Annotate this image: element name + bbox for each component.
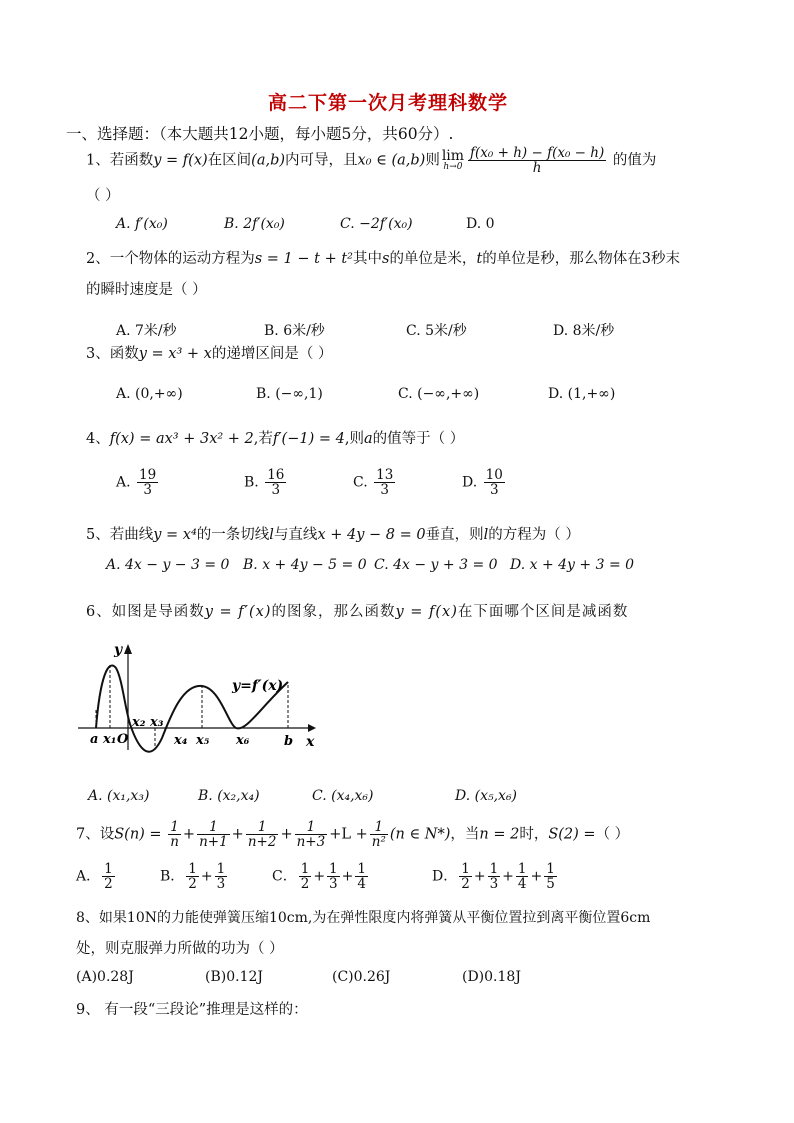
q6-func2: y = f(x) xyxy=(395,604,458,620)
option-fraction xyxy=(544,862,557,891)
q2-line-2: 的瞬时速度是（ ） xyxy=(86,282,207,298)
fraction-denominator: 3 xyxy=(271,482,281,499)
fraction-denominator: n xyxy=(170,834,179,851)
y-axis-arrow xyxy=(124,644,132,654)
q7-term xyxy=(168,820,181,849)
q3-option-c: C. (−∞,+∞) xyxy=(398,386,480,402)
q4-text: ,若 xyxy=(253,431,273,447)
q4-var-a: a xyxy=(363,431,373,447)
q5-text: 5、若曲线 xyxy=(86,527,154,543)
label-x5: x₅ xyxy=(196,733,210,748)
fraction-denominator: 3 xyxy=(329,876,338,893)
q4-text: 的值等于（ ） xyxy=(372,431,465,447)
fraction-numerator: f(x₀ + h) − f(x₀ − h) xyxy=(470,145,605,161)
q5-option-a: A. 4x − y − 3 = 0 xyxy=(106,557,230,573)
fraction-denominator: 2 xyxy=(104,876,113,893)
fraction-denominator: 3 xyxy=(216,876,226,893)
q5-option-b: B. x + 4y − 5 = 0 xyxy=(243,557,367,573)
q7-option-c: C． $\frac{1}{2}$ + $\frac{1}{3}$ + $\frac{1}{4}$ xyxy=(272,861,366,893)
q5-text: 的一条切线 xyxy=(196,527,270,543)
q5-text: 垂直，则 xyxy=(425,527,484,543)
limit-symbol: lim xyxy=(441,148,465,165)
fraction-denominator: 3 xyxy=(489,482,499,499)
fraction-numerator: 1 xyxy=(246,820,279,835)
option-label: D. xyxy=(462,474,478,491)
q4-func: f(x) = ax³ + 3x² + 2 xyxy=(109,431,254,447)
q2-text: 的单位是米， xyxy=(389,251,477,267)
q2-equation: s = 1 − t + t² xyxy=(254,251,353,267)
fraction-numerator: 19 xyxy=(139,467,157,483)
q7-lhs: S(n) = xyxy=(114,826,162,843)
q5-text: 的方程为（ ） xyxy=(488,527,580,543)
q8-option-c: (C)0.26J xyxy=(332,969,391,985)
question-5 xyxy=(86,523,580,544)
q1-func: y = f(x) xyxy=(153,152,208,169)
q8-option-d: (D)0.18J xyxy=(462,969,521,985)
q1-limit xyxy=(442,149,464,172)
q7-term xyxy=(246,820,279,849)
option-label: C． xyxy=(272,868,297,885)
fraction-denominator: n+2 xyxy=(247,834,277,851)
q1-text: 则 xyxy=(425,152,440,169)
q1-option-b: B. 2f′(x₀) xyxy=(224,216,285,232)
option-label: A． xyxy=(76,868,101,885)
q1-text: 在区间 xyxy=(207,152,252,169)
q3-text: 的递增区间是（ ） xyxy=(211,346,333,362)
q7-option-b: B． $\frac{1}{2}$ + $\frac{1}{3}$ xyxy=(160,861,226,893)
fraction-denominator: 2 xyxy=(300,876,310,893)
fraction-numerator: 1 xyxy=(188,861,197,877)
q5-line: x + 4y − 8 = 0 xyxy=(317,527,426,543)
fraction-numerator: 1 xyxy=(546,861,555,877)
fraction-denominator: n² xyxy=(371,834,386,851)
fraction-denominator: 3 xyxy=(143,482,152,499)
q2-var-s: s xyxy=(381,251,390,267)
q3-option-b: B. (−∞,1) xyxy=(256,386,323,402)
q8-option-b: (B)0.12J xyxy=(205,969,263,985)
option-fraction xyxy=(484,468,505,497)
question-8: 8、如果10N的力能使弹簧压缩10cm,为在弹性限度内将弹簧从平衡位置拉到离平衡位置6cm xyxy=(76,910,651,926)
fraction-numerator: 1 xyxy=(517,861,527,877)
q5-option-d: D. x + 4y + 3 = 0 xyxy=(510,557,635,573)
option-fraction xyxy=(299,862,312,891)
label-x2: x₂ xyxy=(132,715,146,730)
q6-option-b: B. (x₂,x₄) xyxy=(198,788,260,804)
q2-option-a: A. 7米/秒 xyxy=(116,323,177,339)
limit-subscript: h→0 xyxy=(443,162,463,173)
q7-ellipsis: +L + xyxy=(329,826,368,843)
option-label: D． xyxy=(432,868,458,885)
q3-option-a: A. (0,+∞) xyxy=(116,386,183,402)
label-x3: x₃ xyxy=(150,715,164,730)
q7-paren: （ ） xyxy=(595,826,630,843)
q4-option-b xyxy=(244,468,288,497)
q2-text: 2、一个物体的运动方程为 xyxy=(86,251,255,267)
fraction-numerator: 1 xyxy=(295,820,328,835)
fraction-denominator: 3 xyxy=(489,876,499,893)
fraction-numerator: 1 xyxy=(216,861,226,877)
q2-text: 的单位是秒，那么物体在3秒末 xyxy=(482,251,680,267)
q8-line-2: 处，则克服弹力所做的功为（ ） xyxy=(76,941,284,957)
q7-term xyxy=(197,820,230,849)
q1-option-c: C. −2f′(x₀) xyxy=(340,216,413,232)
q6-option-d: D. (x₅,x₆) xyxy=(455,788,518,804)
label-x4: x₄ xyxy=(174,733,188,748)
x-axis-label: x xyxy=(306,734,315,750)
q1-option-d: D. 0 xyxy=(466,216,495,232)
fraction-denominator: n+1 xyxy=(199,834,228,851)
label-origin: O xyxy=(117,732,129,747)
option-fraction xyxy=(488,862,501,891)
q7-option-d: D． $\frac{1}{2}$ + $\frac{1}{3}$ + $\frac{1}{4}$ + $\frac{1}{5}$ xyxy=(432,861,555,893)
option-label: A. xyxy=(116,474,131,491)
q7-term-last xyxy=(370,820,388,849)
fraction-denominator: 3 xyxy=(380,482,390,499)
label-a: a xyxy=(90,732,99,747)
option-fraction xyxy=(186,862,199,891)
q5-text: 与直线 xyxy=(273,527,318,543)
q5-curve: y = x⁴ xyxy=(153,527,197,543)
fraction-denominator: h xyxy=(532,160,542,177)
q5-option-c: C. 4x − y + 3 = 0 xyxy=(374,557,498,573)
option-label: B． xyxy=(160,868,185,885)
fraction-numerator: 1 xyxy=(329,861,338,877)
q1-text: 1、若函数 xyxy=(86,152,154,169)
fraction-numerator: 16 xyxy=(267,467,285,483)
q6-option-c: C. (x₄,x₆) xyxy=(312,788,374,804)
question-9: 9、 有一段“三段论”推理是这样的： xyxy=(76,1002,308,1018)
option-fraction xyxy=(215,862,228,891)
fraction-numerator: 1 xyxy=(197,820,230,835)
q7-text: 时， xyxy=(519,826,549,843)
q1-condition: x₀ ∈ (a,b) xyxy=(357,152,426,169)
q2-option-b: B. 6米/秒 xyxy=(264,323,325,339)
fraction-denominator: 5 xyxy=(546,876,555,893)
q7-option-a xyxy=(76,862,117,891)
q4-text: 4、 xyxy=(86,431,110,447)
q6-func: y = f′(x) xyxy=(204,604,272,620)
section-heading: 一、选择题：（本大题共12小题，每小题5分，共60分）. xyxy=(66,125,454,143)
label-x6: x₆ xyxy=(236,733,250,748)
derivative-graph xyxy=(70,638,330,754)
option-fraction xyxy=(516,862,529,891)
fraction-numerator: 1 xyxy=(300,861,310,877)
q7-condition: n = 2 xyxy=(479,826,520,843)
q6-text: 的图象，那么函数 xyxy=(271,604,396,620)
fraction-numerator: 1 xyxy=(168,820,181,835)
q1-interval: (a,b) xyxy=(251,152,286,169)
label-b: b xyxy=(284,734,294,749)
q7-ask: S(2) = xyxy=(548,826,596,843)
curve-label: y=f′(x) xyxy=(232,678,284,694)
q6-text: 在下面哪个区间是减函数 xyxy=(457,604,629,620)
option-label: C. xyxy=(353,474,368,491)
option-fraction xyxy=(355,862,368,891)
fraction-denominator: 4 xyxy=(517,876,527,893)
q1-answer-paren: （ ） xyxy=(86,188,120,204)
q7-domain: (n ∈ N*) xyxy=(389,826,451,843)
option-fraction xyxy=(374,468,395,497)
q6-text: 6、如图是导函数 xyxy=(86,604,205,620)
question-4 xyxy=(86,427,464,448)
fraction-denominator: 2 xyxy=(461,876,470,893)
x-axis-arrow xyxy=(308,724,316,732)
option-fraction xyxy=(265,468,286,497)
question-1 xyxy=(86,146,656,175)
fraction-denominator: 2 xyxy=(188,876,197,893)
q1-option-a: A. f′(x₀) xyxy=(116,216,168,232)
q7-text: 7、设 xyxy=(76,826,115,843)
question-6 xyxy=(86,600,628,621)
q2-text: 其中 xyxy=(352,251,382,267)
fraction-numerator: 13 xyxy=(376,467,394,483)
fraction-denominator: 4 xyxy=(357,876,366,893)
fraction-numerator: 1 xyxy=(461,861,470,877)
label-x1: x₁ xyxy=(103,732,117,747)
q4-condition: f′(−1) = 4 xyxy=(272,431,345,447)
page-title: 高二下第一次月考理科数学 xyxy=(268,92,509,114)
q1-fraction xyxy=(468,146,606,175)
q4-text: ,则 xyxy=(344,431,364,447)
q4-option-c xyxy=(353,468,397,497)
option-label: B. xyxy=(244,474,259,491)
q5-var-l: l xyxy=(483,527,489,543)
q2-option-c: C. 5米/秒 xyxy=(406,323,467,339)
fraction-numerator: 1 xyxy=(104,861,113,877)
option-fraction xyxy=(102,862,115,891)
q8-option-a: (A)0.28J xyxy=(76,969,134,985)
question-2 xyxy=(86,247,680,268)
question-7: 7、设S(n) = $\frac{1}{n}$ + $\frac{1}{n+1}$ + $\frac{1}{n+2}$ + $\frac{1}{n+3}$ +L + $\frac{1}{\text{n²}}$ (n ∈ N*)，当n = 2时，S(2) =（ ） xyxy=(76,819,630,851)
fraction-denominator: n+3 xyxy=(296,834,326,851)
q2-var-t: t xyxy=(476,251,483,267)
fraction-numerator: 1 xyxy=(357,861,366,877)
fraction-numerator: 1 xyxy=(370,820,388,835)
q5-var-l: l xyxy=(269,527,274,543)
q1-text: 的值为 xyxy=(612,152,657,169)
fraction-numerator: 10 xyxy=(485,467,503,483)
q6-option-a: A. (x₁,x₃) xyxy=(88,788,150,804)
q3-func: y = x³ + x xyxy=(138,346,212,362)
q4-option-d xyxy=(462,468,507,497)
y-axis-label: y xyxy=(114,642,123,658)
option-fraction xyxy=(137,468,158,497)
question-3 xyxy=(86,342,332,363)
option-fraction xyxy=(459,862,472,891)
q3-text: 3、函数 xyxy=(86,346,139,362)
q7-term xyxy=(295,820,328,849)
q2-option-d: D. 8米/秒 xyxy=(553,323,615,339)
fraction-numerator: 1 xyxy=(489,861,499,877)
q3-option-d: D. (1,+∞) xyxy=(548,386,616,402)
option-fraction xyxy=(327,862,340,891)
q4-option-a xyxy=(116,468,160,497)
q7-text: ，当 xyxy=(450,826,480,843)
q1-text: 内可导，且 xyxy=(285,152,358,169)
